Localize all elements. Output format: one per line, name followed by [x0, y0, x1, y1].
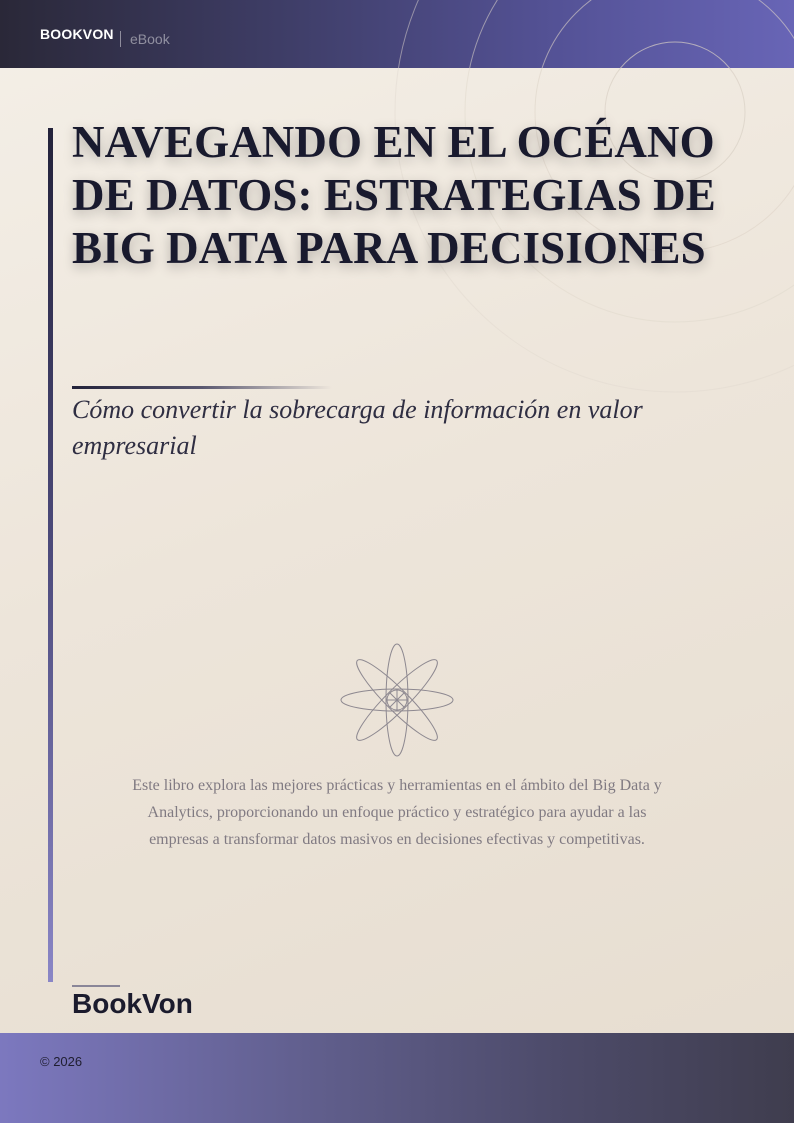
header-brand: BOOKVON [40, 26, 114, 42]
book-subtitle: Cómo convertir la sobrecarga de información en valor empresarial [72, 395, 643, 460]
header-divider [120, 31, 121, 47]
book-title: NAVEGANDO EN EL OCÉANO DE DATOS: ESTRATEGIAS DE BIG DATA PARA DECISIONES [72, 117, 716, 273]
book-description: Este libro explora las mejores prácticas y herramientas en el ámbito del Big Data y Analytics, proporcionando un enfoque práctico y estratégico para ayudar a las empresas a transformar datos masivos en decisiones efectivas y competitivas. [132, 777, 662, 848]
header-format-label: eBook [130, 31, 170, 47]
title-rule [72, 386, 332, 389]
accent-side-bar [48, 128, 53, 982]
publisher-name: BookVon [72, 988, 193, 1019]
bottom-bar [0, 1033, 794, 1123]
flower-ornament-icon [90, 640, 740, 760]
top-bar [0, 0, 794, 68]
copyright-text: © 2026 [40, 1054, 83, 1069]
